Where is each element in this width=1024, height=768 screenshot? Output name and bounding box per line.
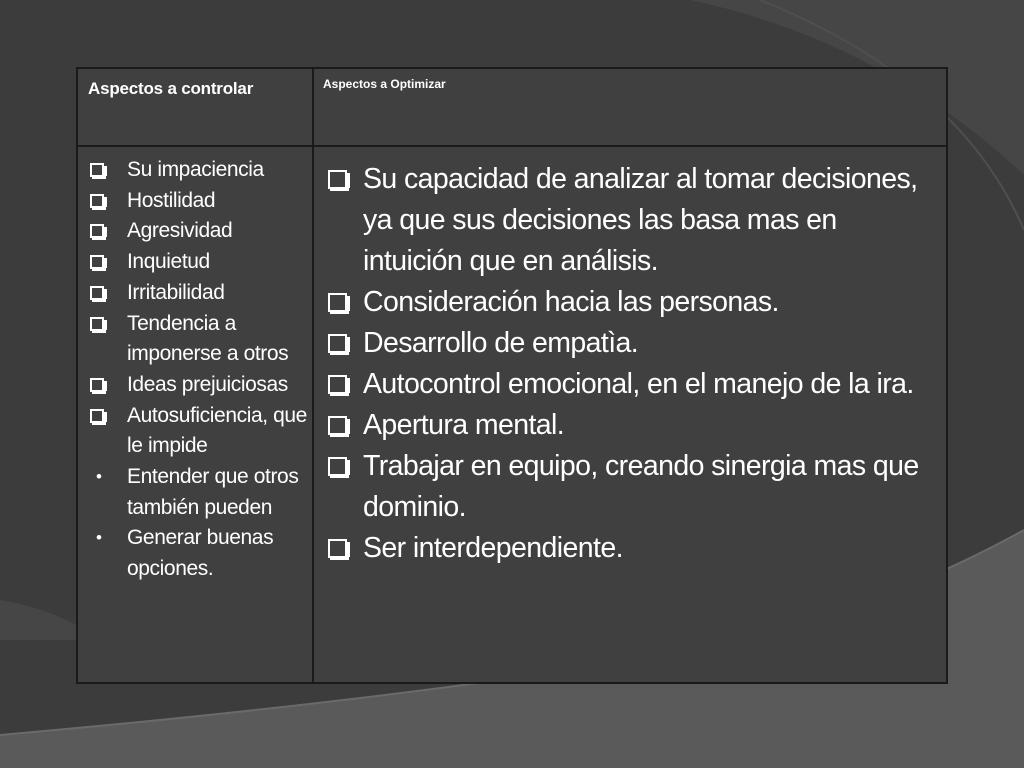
list-item-text: Entender que otros también pueden <box>127 465 299 519</box>
dot-bullet-icon: • <box>96 528 102 548</box>
list-item <box>328 159 942 282</box>
checkbox-bullet-icon <box>328 539 347 558</box>
list-item <box>90 247 308 278</box>
content-row <box>77 146 947 683</box>
list-item-text: Autocontrol emocional, en el manejo de la ira. <box>363 368 914 400</box>
header-aspectos-a-optimizar: Aspectos a Optimizar <box>313 68 947 146</box>
list-item-text: Hostilidad <box>127 188 216 212</box>
list-item-text: Ser interdependiente. <box>363 532 623 564</box>
list-item-text: Ideas prejuiciosas <box>127 372 288 396</box>
list-item-text: Su impaciencia <box>127 158 264 181</box>
checkbox-bullet-icon <box>90 286 104 300</box>
list-item-text: Irritabilidad <box>127 280 225 304</box>
list-item <box>328 323 942 364</box>
controlar-cell <box>77 146 313 683</box>
aspects-table <box>76 67 948 684</box>
list-item <box>90 309 308 370</box>
list-item <box>90 278 308 309</box>
checkbox-bullet-icon <box>328 457 347 476</box>
checkbox-bullet-icon <box>328 170 347 189</box>
list-item-text: Apertura mental. <box>363 409 565 441</box>
checkbox-bullet-icon <box>328 293 347 312</box>
list-item-text: Consideración hacia las personas. <box>363 286 779 318</box>
list-item <box>90 462 308 523</box>
list-item <box>328 446 942 528</box>
list-item <box>90 186 308 217</box>
checkbox-bullet-icon <box>90 409 104 423</box>
list-item <box>90 155 308 186</box>
list-item <box>90 216 308 247</box>
checkbox-bullet-icon <box>328 334 347 353</box>
list-item <box>328 405 942 446</box>
checkbox-bullet-icon <box>90 378 104 392</box>
list-item <box>328 282 942 323</box>
list-item-text: Su capacidad de analizar al tomar decisiones, ya que sus decisiones las basa mas en intuición que en análisis. <box>363 163 918 277</box>
optimizar-list <box>314 147 946 569</box>
checkbox-bullet-icon <box>90 163 104 177</box>
list-item <box>90 401 308 462</box>
checkbox-bullet-icon <box>328 416 347 435</box>
controlar-list <box>78 147 312 585</box>
header-aspectos-a-controlar: Aspectos a controlar <box>77 68 313 146</box>
checkbox-bullet-icon <box>90 194 104 208</box>
checkbox-bullet-icon <box>90 224 104 238</box>
dot-bullet-icon: • <box>96 467 102 487</box>
list-item-text: Agresividad <box>127 219 233 243</box>
optimizar-cell <box>313 146 947 683</box>
list-item-text: Inquietud <box>127 250 210 274</box>
list-item-text: Tendencia a imponerse a otros <box>127 311 289 366</box>
list-item-text: Desarrollo de empatìa. <box>363 327 639 359</box>
checkbox-bullet-icon <box>90 317 104 331</box>
checkbox-bullet-icon <box>90 255 104 269</box>
header-row <box>77 68 947 146</box>
list-item <box>90 523 308 584</box>
checkbox-bullet-icon <box>328 375 347 394</box>
list-item <box>90 370 308 401</box>
list-item-text: Trabajar en equipo, creando sinergia mas que dominio. <box>363 450 919 523</box>
list-item-text: Generar buenas opciones. <box>127 526 274 581</box>
list-item <box>328 528 942 569</box>
list-item <box>328 364 942 405</box>
list-item-text: Autosuficiencia, que le impide <box>127 403 307 458</box>
